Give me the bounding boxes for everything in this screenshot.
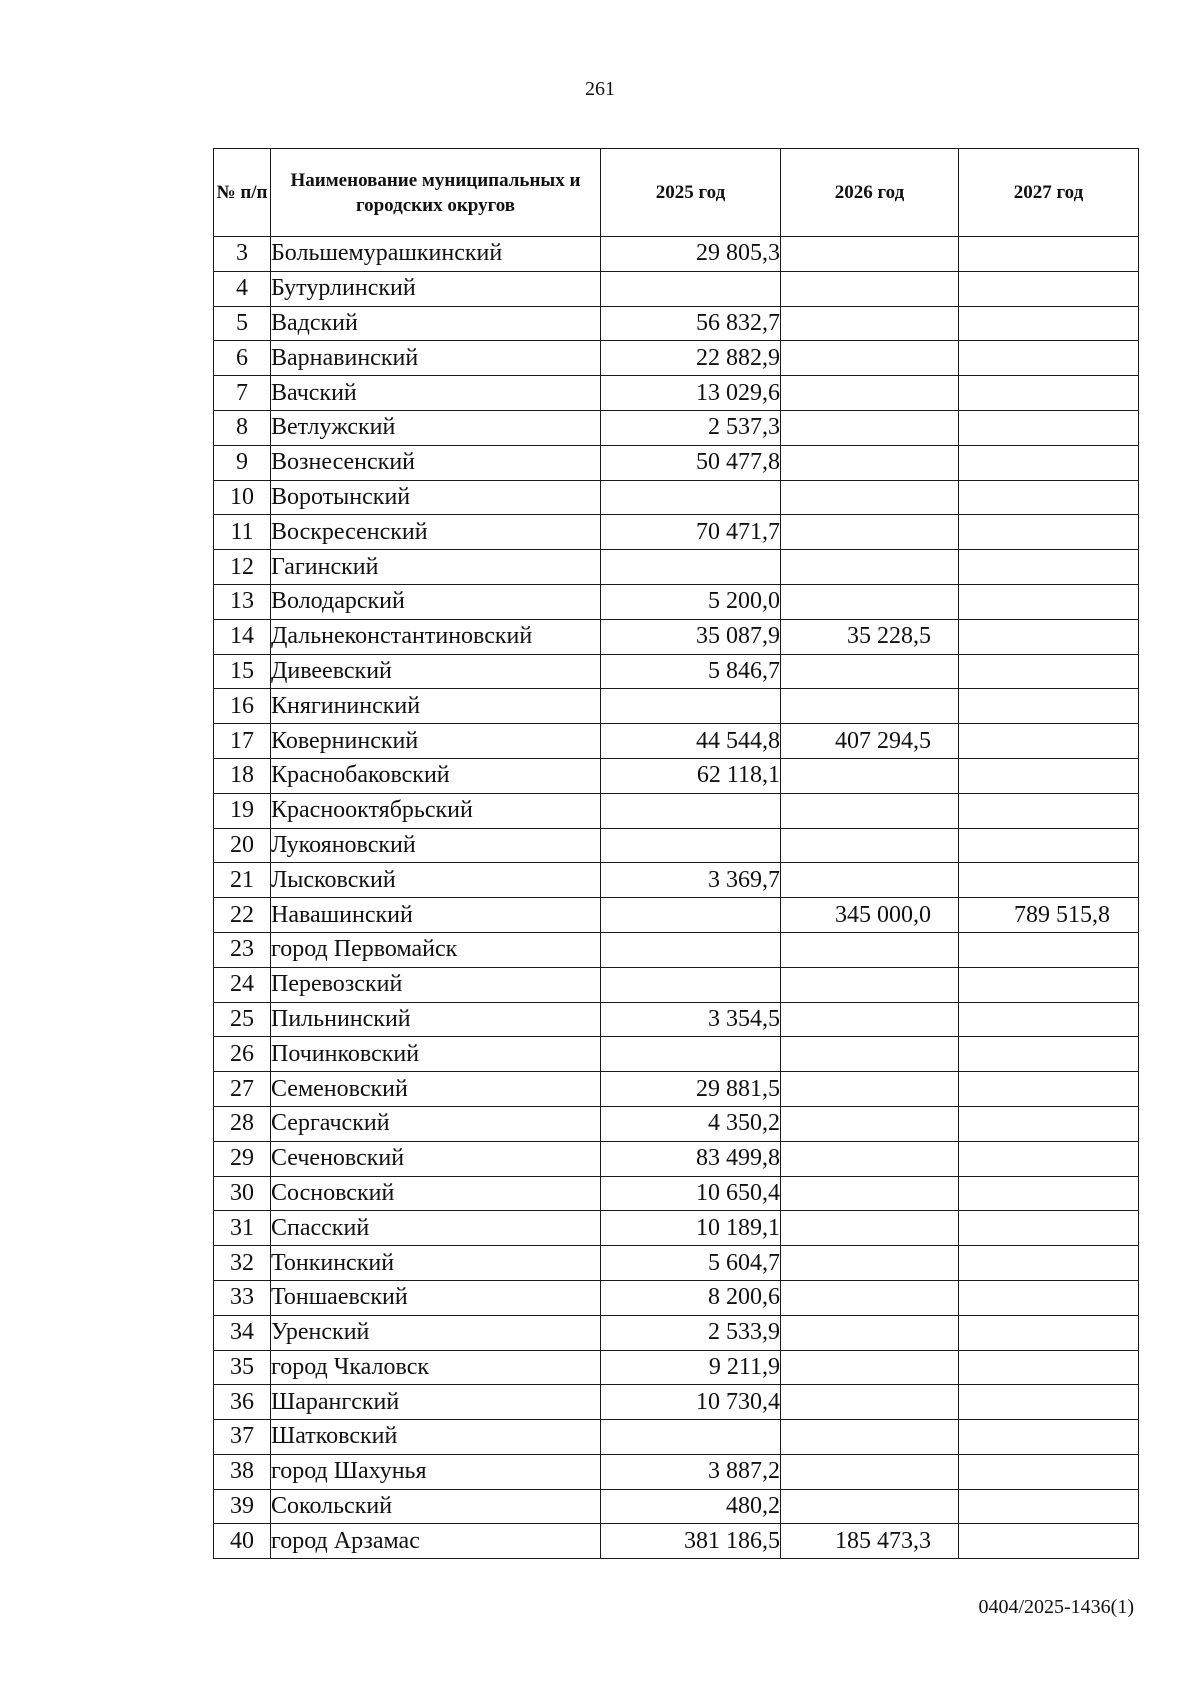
value-2025-cell [601,1420,781,1455]
district-name-cell: Воскресенский [271,515,601,550]
district-name-cell: Володарский [271,584,601,619]
value-2025-cell: 56 832,7 [601,306,781,341]
value-2025-cell: 13 029,6 [601,376,781,411]
value-2025-cell: 62 118,1 [601,758,781,793]
table-row [214,306,1139,341]
value-2025-cell: 3 369,7 [601,863,781,898]
value-2027-cell [959,967,1139,1002]
district-name-cell: Ковернинский [271,724,601,759]
value-2026-cell [781,306,959,341]
table-row [214,1211,1139,1246]
value-2025-cell: 29 881,5 [601,1072,781,1107]
district-name-cell: Вадский [271,306,601,341]
district-name-cell: Починковский [271,1037,601,1072]
row-number-cell: 15 [214,654,271,689]
row-number-cell: 7 [214,376,271,411]
table-row [214,654,1139,689]
value-2026-cell [781,237,959,272]
value-2026-cell [781,1037,959,1072]
row-number-cell: 21 [214,863,271,898]
table-header-row [214,149,1139,237]
row-number-cell: 16 [214,689,271,724]
row-number-cell: 12 [214,550,271,585]
row-number-cell: 38 [214,1454,271,1489]
value-2026-cell [781,967,959,1002]
value-2027-cell [959,445,1139,480]
value-2027-cell: 789 515,8 [959,898,1139,933]
row-number-cell: 32 [214,1246,271,1281]
value-2025-cell: 3 887,2 [601,1454,781,1489]
value-2027-cell [959,1454,1139,1489]
value-2025-cell [601,689,781,724]
district-name-cell: Сосновский [271,1176,601,1211]
value-2025-cell [601,480,781,515]
row-number-cell: 26 [214,1037,271,1072]
value-2026-cell: 185 473,3 [781,1524,959,1559]
row-number-cell: 37 [214,1420,271,1455]
table-row [214,1246,1139,1281]
value-2026-cell: 35 228,5 [781,619,959,654]
district-name-cell: Семеновский [271,1072,601,1107]
table-row [214,584,1139,619]
row-number-cell: 20 [214,828,271,863]
value-2026-cell [781,515,959,550]
value-2025-cell: 70 471,7 [601,515,781,550]
table-row [214,1454,1139,1489]
value-2027-cell [959,1002,1139,1037]
value-2027-cell [959,480,1139,515]
value-2026-cell [781,1246,959,1281]
value-2025-cell: 50 477,8 [601,445,781,480]
value-2025-cell [601,828,781,863]
district-name-cell: Сергачский [271,1106,601,1141]
district-name-cell: Тоншаевский [271,1280,601,1315]
value-2027-cell [959,1072,1139,1107]
value-2025-cell: 5 604,7 [601,1246,781,1281]
row-number-cell: 14 [214,619,271,654]
value-2025-cell [601,793,781,828]
value-2025-cell [601,271,781,306]
value-2027-cell [959,793,1139,828]
table-row [214,758,1139,793]
value-2027-cell [959,1246,1139,1281]
value-2025-cell: 2 533,9 [601,1315,781,1350]
table-row [214,724,1139,759]
value-2027-cell [959,584,1139,619]
header-num: № п/п [214,149,271,237]
value-2025-cell: 8 200,6 [601,1280,781,1315]
district-name-cell: Ветлужский [271,410,601,445]
value-2027-cell [959,306,1139,341]
district-name-cell: город Шахунья [271,1454,601,1489]
district-name-cell: Уренский [271,1315,601,1350]
district-name-cell: Вознесенский [271,445,601,480]
value-2025-cell: 44 544,8 [601,724,781,759]
row-number-cell: 23 [214,932,271,967]
value-2026-cell [781,863,959,898]
district-name-cell: Тонкинский [271,1246,601,1281]
district-name-cell: Большемурашкинский [271,237,601,272]
value-2026-cell [781,1106,959,1141]
row-number-cell: 29 [214,1141,271,1176]
table-row [214,376,1139,411]
district-name-cell: Бутурлинский [271,271,601,306]
row-number-cell: 3 [214,237,271,272]
value-2027-cell [959,1420,1139,1455]
row-number-cell: 27 [214,1072,271,1107]
row-number-cell: 30 [214,1176,271,1211]
table-row [214,932,1139,967]
district-name-cell: Шатковский [271,1420,601,1455]
row-number-cell: 22 [214,898,271,933]
value-2025-cell [601,550,781,585]
value-2026-cell [781,480,959,515]
value-2026-cell [781,584,959,619]
value-2026-cell [781,271,959,306]
value-2027-cell [959,863,1139,898]
value-2026-cell [781,1072,959,1107]
value-2026-cell: 407 294,5 [781,724,959,759]
value-2025-cell: 5 200,0 [601,584,781,619]
value-2025-cell: 381 186,5 [601,1524,781,1559]
row-number-cell: 13 [214,584,271,619]
value-2027-cell [959,724,1139,759]
table-row [214,898,1139,933]
value-2025-cell [601,898,781,933]
value-2025-cell: 10 189,1 [601,1211,781,1246]
header-2026: 2026 год [781,149,959,237]
district-name-cell: Шарангский [271,1385,601,1420]
row-number-cell: 10 [214,480,271,515]
row-number-cell: 36 [214,1385,271,1420]
page-number: 261 [585,78,615,100]
value-2027-cell [959,550,1139,585]
row-number-cell: 25 [214,1002,271,1037]
district-name-cell: Княгининский [271,689,601,724]
value-2025-cell: 83 499,8 [601,1141,781,1176]
value-2026-cell [781,550,959,585]
value-2026-cell [781,1211,959,1246]
value-2026-cell [781,1420,959,1455]
value-2027-cell [959,410,1139,445]
document-code: 0404/2025-1436(1) [978,1596,1134,1618]
district-name-cell: Сокольский [271,1489,601,1524]
value-2026-cell [781,758,959,793]
row-number-cell: 8 [214,410,271,445]
value-2026-cell: 345 000,0 [781,898,959,933]
value-2025-cell [601,967,781,1002]
value-2027-cell [959,1524,1139,1559]
value-2027-cell [959,654,1139,689]
value-2027-cell [959,689,1139,724]
district-name-cell: Воротынский [271,480,601,515]
value-2026-cell [781,376,959,411]
value-2026-cell [781,1141,959,1176]
value-2027-cell [959,758,1139,793]
value-2025-cell: 4 350,2 [601,1106,781,1141]
header-2027: 2027 год [959,149,1139,237]
budget-table [213,148,1139,1559]
table-row [214,237,1139,272]
value-2026-cell [781,1489,959,1524]
value-2027-cell [959,341,1139,376]
value-2025-cell: 10 730,4 [601,1385,781,1420]
table-row [214,1524,1139,1559]
district-name-cell: Гагинский [271,550,601,585]
district-name-cell: Навашинский [271,898,601,933]
table-row [214,1315,1139,1350]
row-number-cell: 6 [214,341,271,376]
district-name-cell: Дальнеконстантиновский [271,619,601,654]
district-name-cell: Лукояновский [271,828,601,863]
table-row [214,341,1139,376]
value-2026-cell [781,410,959,445]
row-number-cell: 35 [214,1350,271,1385]
table-row [214,271,1139,306]
value-2027-cell [959,1280,1139,1315]
table-row [214,1489,1139,1524]
table-row [214,967,1139,1002]
row-number-cell: 5 [214,306,271,341]
table-row [214,1350,1139,1385]
district-name-cell: Перевозский [271,967,601,1002]
table-row [214,689,1139,724]
value-2026-cell [781,445,959,480]
table-row [214,515,1139,550]
table-row [214,619,1139,654]
row-number-cell: 28 [214,1106,271,1141]
value-2026-cell [781,1280,959,1315]
table-row [214,1141,1139,1176]
header-name: Наименование муниципальных и городских округов [271,149,601,237]
row-number-cell: 24 [214,967,271,1002]
row-number-cell: 40 [214,1524,271,1559]
value-2027-cell [959,237,1139,272]
table-row [214,1420,1139,1455]
table-row [214,1002,1139,1037]
value-2027-cell [959,932,1139,967]
value-2026-cell [781,654,959,689]
row-number-cell: 17 [214,724,271,759]
row-number-cell: 9 [214,445,271,480]
value-2026-cell [781,932,959,967]
header-2025: 2025 год [601,149,781,237]
value-2025-cell: 3 354,5 [601,1002,781,1037]
value-2025-cell: 22 882,9 [601,341,781,376]
value-2027-cell [959,1315,1139,1350]
district-name-cell: Пильнинский [271,1002,601,1037]
table-row [214,1280,1139,1315]
table-row [214,1176,1139,1211]
value-2027-cell [959,619,1139,654]
value-2026-cell [781,1350,959,1385]
row-number-cell: 39 [214,1489,271,1524]
value-2027-cell [959,1385,1139,1420]
table-row [214,445,1139,480]
value-2026-cell [781,1454,959,1489]
table-row [214,410,1139,445]
value-2026-cell [781,1385,959,1420]
value-2025-cell: 35 087,9 [601,619,781,654]
value-2027-cell [959,828,1139,863]
row-number-cell: 33 [214,1280,271,1315]
value-2026-cell [781,1002,959,1037]
district-name-cell: город Первомайск [271,932,601,967]
row-number-cell: 18 [214,758,271,793]
value-2025-cell: 2 537,3 [601,410,781,445]
table-row [214,793,1139,828]
value-2027-cell [959,515,1139,550]
value-2025-cell [601,932,781,967]
district-name-cell: Краснобаковский [271,758,601,793]
district-name-cell: Варнавинский [271,341,601,376]
value-2026-cell [781,341,959,376]
table-row [214,828,1139,863]
table-row [214,480,1139,515]
value-2027-cell [959,1489,1139,1524]
district-name-cell: Краснооктябрьский [271,793,601,828]
row-number-cell: 11 [214,515,271,550]
value-2026-cell [781,1315,959,1350]
district-name-cell: Вачский [271,376,601,411]
value-2026-cell [781,1176,959,1211]
value-2025-cell: 5 846,7 [601,654,781,689]
district-name-cell: Сеченовский [271,1141,601,1176]
row-number-cell: 4 [214,271,271,306]
value-2027-cell [959,1350,1139,1385]
table-row [214,1072,1139,1107]
table-row [214,1385,1139,1420]
value-2027-cell [959,376,1139,411]
table-row [214,1106,1139,1141]
district-name-cell: Спасский [271,1211,601,1246]
value-2025-cell: 10 650,4 [601,1176,781,1211]
table-row [214,863,1139,898]
value-2026-cell [781,689,959,724]
district-name-cell: город Чкаловск [271,1350,601,1385]
district-name-cell: Дивеевский [271,654,601,689]
value-2026-cell [781,793,959,828]
value-2027-cell [959,1211,1139,1246]
value-2025-cell: 29 805,3 [601,237,781,272]
district-name-cell: Лысковский [271,863,601,898]
table-row [214,1037,1139,1072]
row-number-cell: 34 [214,1315,271,1350]
value-2027-cell [959,1141,1139,1176]
value-2027-cell [959,271,1139,306]
value-2027-cell [959,1037,1139,1072]
value-2025-cell: 9 211,9 [601,1350,781,1385]
row-number-cell: 31 [214,1211,271,1246]
value-2025-cell: 480,2 [601,1489,781,1524]
value-2027-cell [959,1176,1139,1211]
value-2026-cell [781,828,959,863]
row-number-cell: 19 [214,793,271,828]
value-2027-cell [959,1106,1139,1141]
table-row [214,550,1139,585]
district-name-cell: город Арзамас [271,1524,601,1559]
value-2025-cell [601,1037,781,1072]
